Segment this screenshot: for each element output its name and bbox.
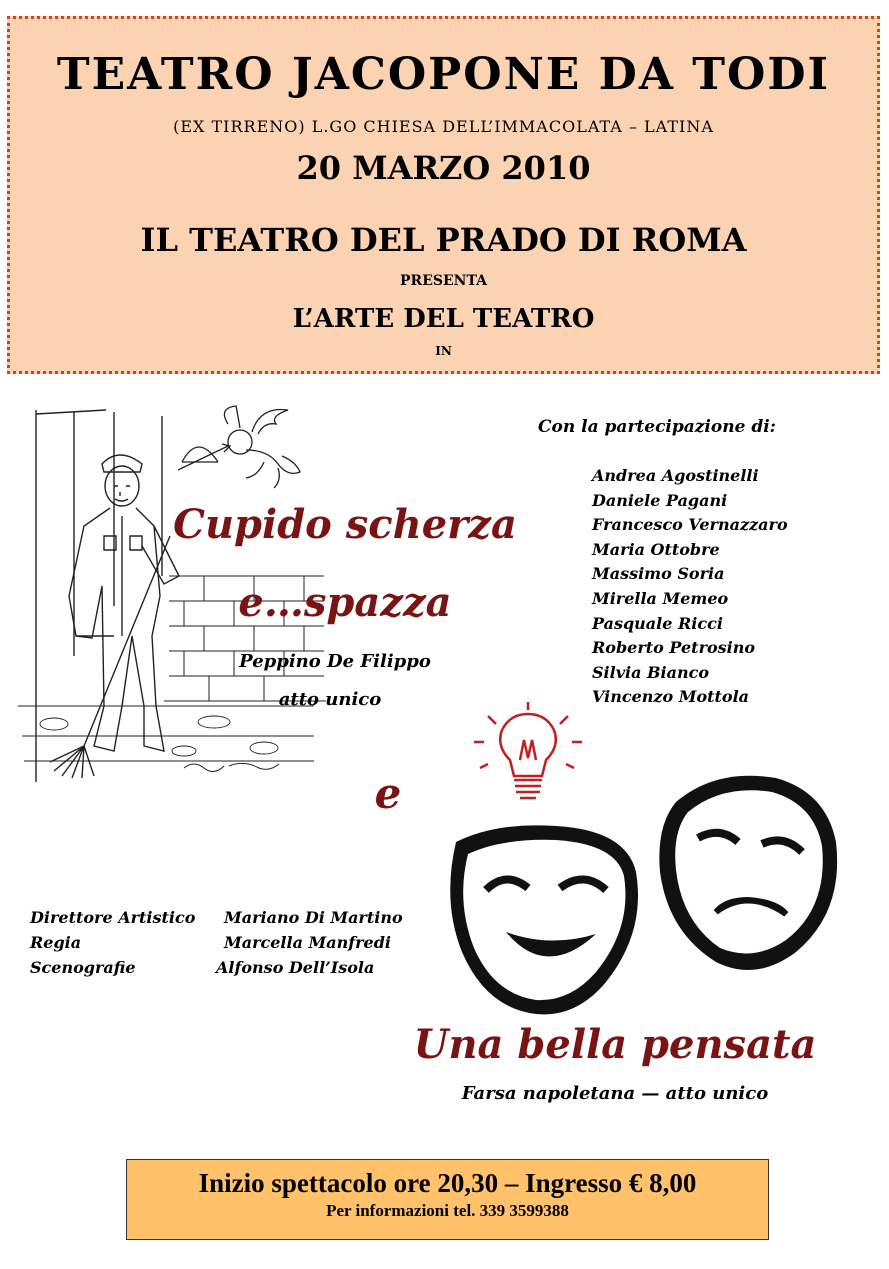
show1-title-line2: e…spazza bbox=[238, 579, 452, 626]
show1-author: Peppino De Filippo bbox=[239, 651, 431, 672]
cast-member: Pasquale Ricci bbox=[592, 613, 723, 633]
credit-row bbox=[30, 930, 403, 955]
credit-role: Direttore Artistico bbox=[30, 908, 196, 927]
cast-member: Vincenzo Mottola bbox=[592, 687, 750, 707]
cast-list bbox=[592, 464, 788, 710]
credit-name: Alfonso Dell’Isola bbox=[216, 958, 375, 977]
header-banner bbox=[7, 16, 880, 374]
cast-member: Massimo Soria bbox=[592, 564, 725, 584]
production-name: L’ARTE DEL TEATRO bbox=[292, 304, 595, 334]
cast-member: Silvia Bianco bbox=[592, 662, 710, 682]
credit-name: Marcella Manfredi bbox=[224, 933, 391, 952]
credit-role: Regia bbox=[30, 933, 82, 952]
info-box bbox=[126, 1159, 769, 1240]
cast-member: Andrea Agostinelli bbox=[592, 466, 759, 485]
company-name: IL TEATRO DEL PRADO DI ROMA bbox=[140, 221, 747, 259]
theatre-masks bbox=[436, 762, 846, 1022]
cast-member: Francesco Vernazzaro bbox=[592, 515, 788, 535]
credits bbox=[30, 905, 403, 980]
conjunction: e bbox=[374, 769, 402, 818]
presents-label: PRESENTA bbox=[400, 273, 487, 289]
credit-name: Mariano Di Martino bbox=[224, 908, 403, 927]
show1-type: atto unico bbox=[278, 689, 382, 710]
cast-member: Roberto Petrosino bbox=[592, 638, 756, 658]
theatre-title: TEATRO JACOPONE DA TODI bbox=[56, 49, 831, 100]
cast-member: Mirella Memeo bbox=[592, 588, 729, 608]
credit-role: Scenografie bbox=[30, 958, 136, 977]
cast-member: Daniele Pagani bbox=[592, 490, 728, 510]
info-phone: Per informazioni tel. 339 3599388 bbox=[326, 1201, 569, 1220]
cast-heading: Con la partecipazione di: bbox=[538, 417, 776, 437]
show1-title-line1: Cupido scherza bbox=[173, 501, 517, 548]
show2-subtitle: Farsa napoletana — atto unico bbox=[461, 1083, 769, 1104]
event-date: 20 MARZO 2010 bbox=[296, 149, 591, 187]
in-label: IN bbox=[435, 344, 452, 358]
credit-row bbox=[30, 955, 403, 980]
show-time-price: Inizio spettacolo ore 20,30 – Ingresso € 8,00 bbox=[198, 1168, 697, 1198]
credit-row bbox=[30, 905, 403, 930]
theatre-address: (EX TIRRENO) L.GO CHIESA DELL’IMMACOLATA – LATINA bbox=[173, 117, 714, 136]
cast-member: Maria Ottobre bbox=[592, 539, 720, 559]
cupid-drawing bbox=[178, 402, 308, 492]
show2-title: Una bella pensata bbox=[413, 1021, 817, 1068]
